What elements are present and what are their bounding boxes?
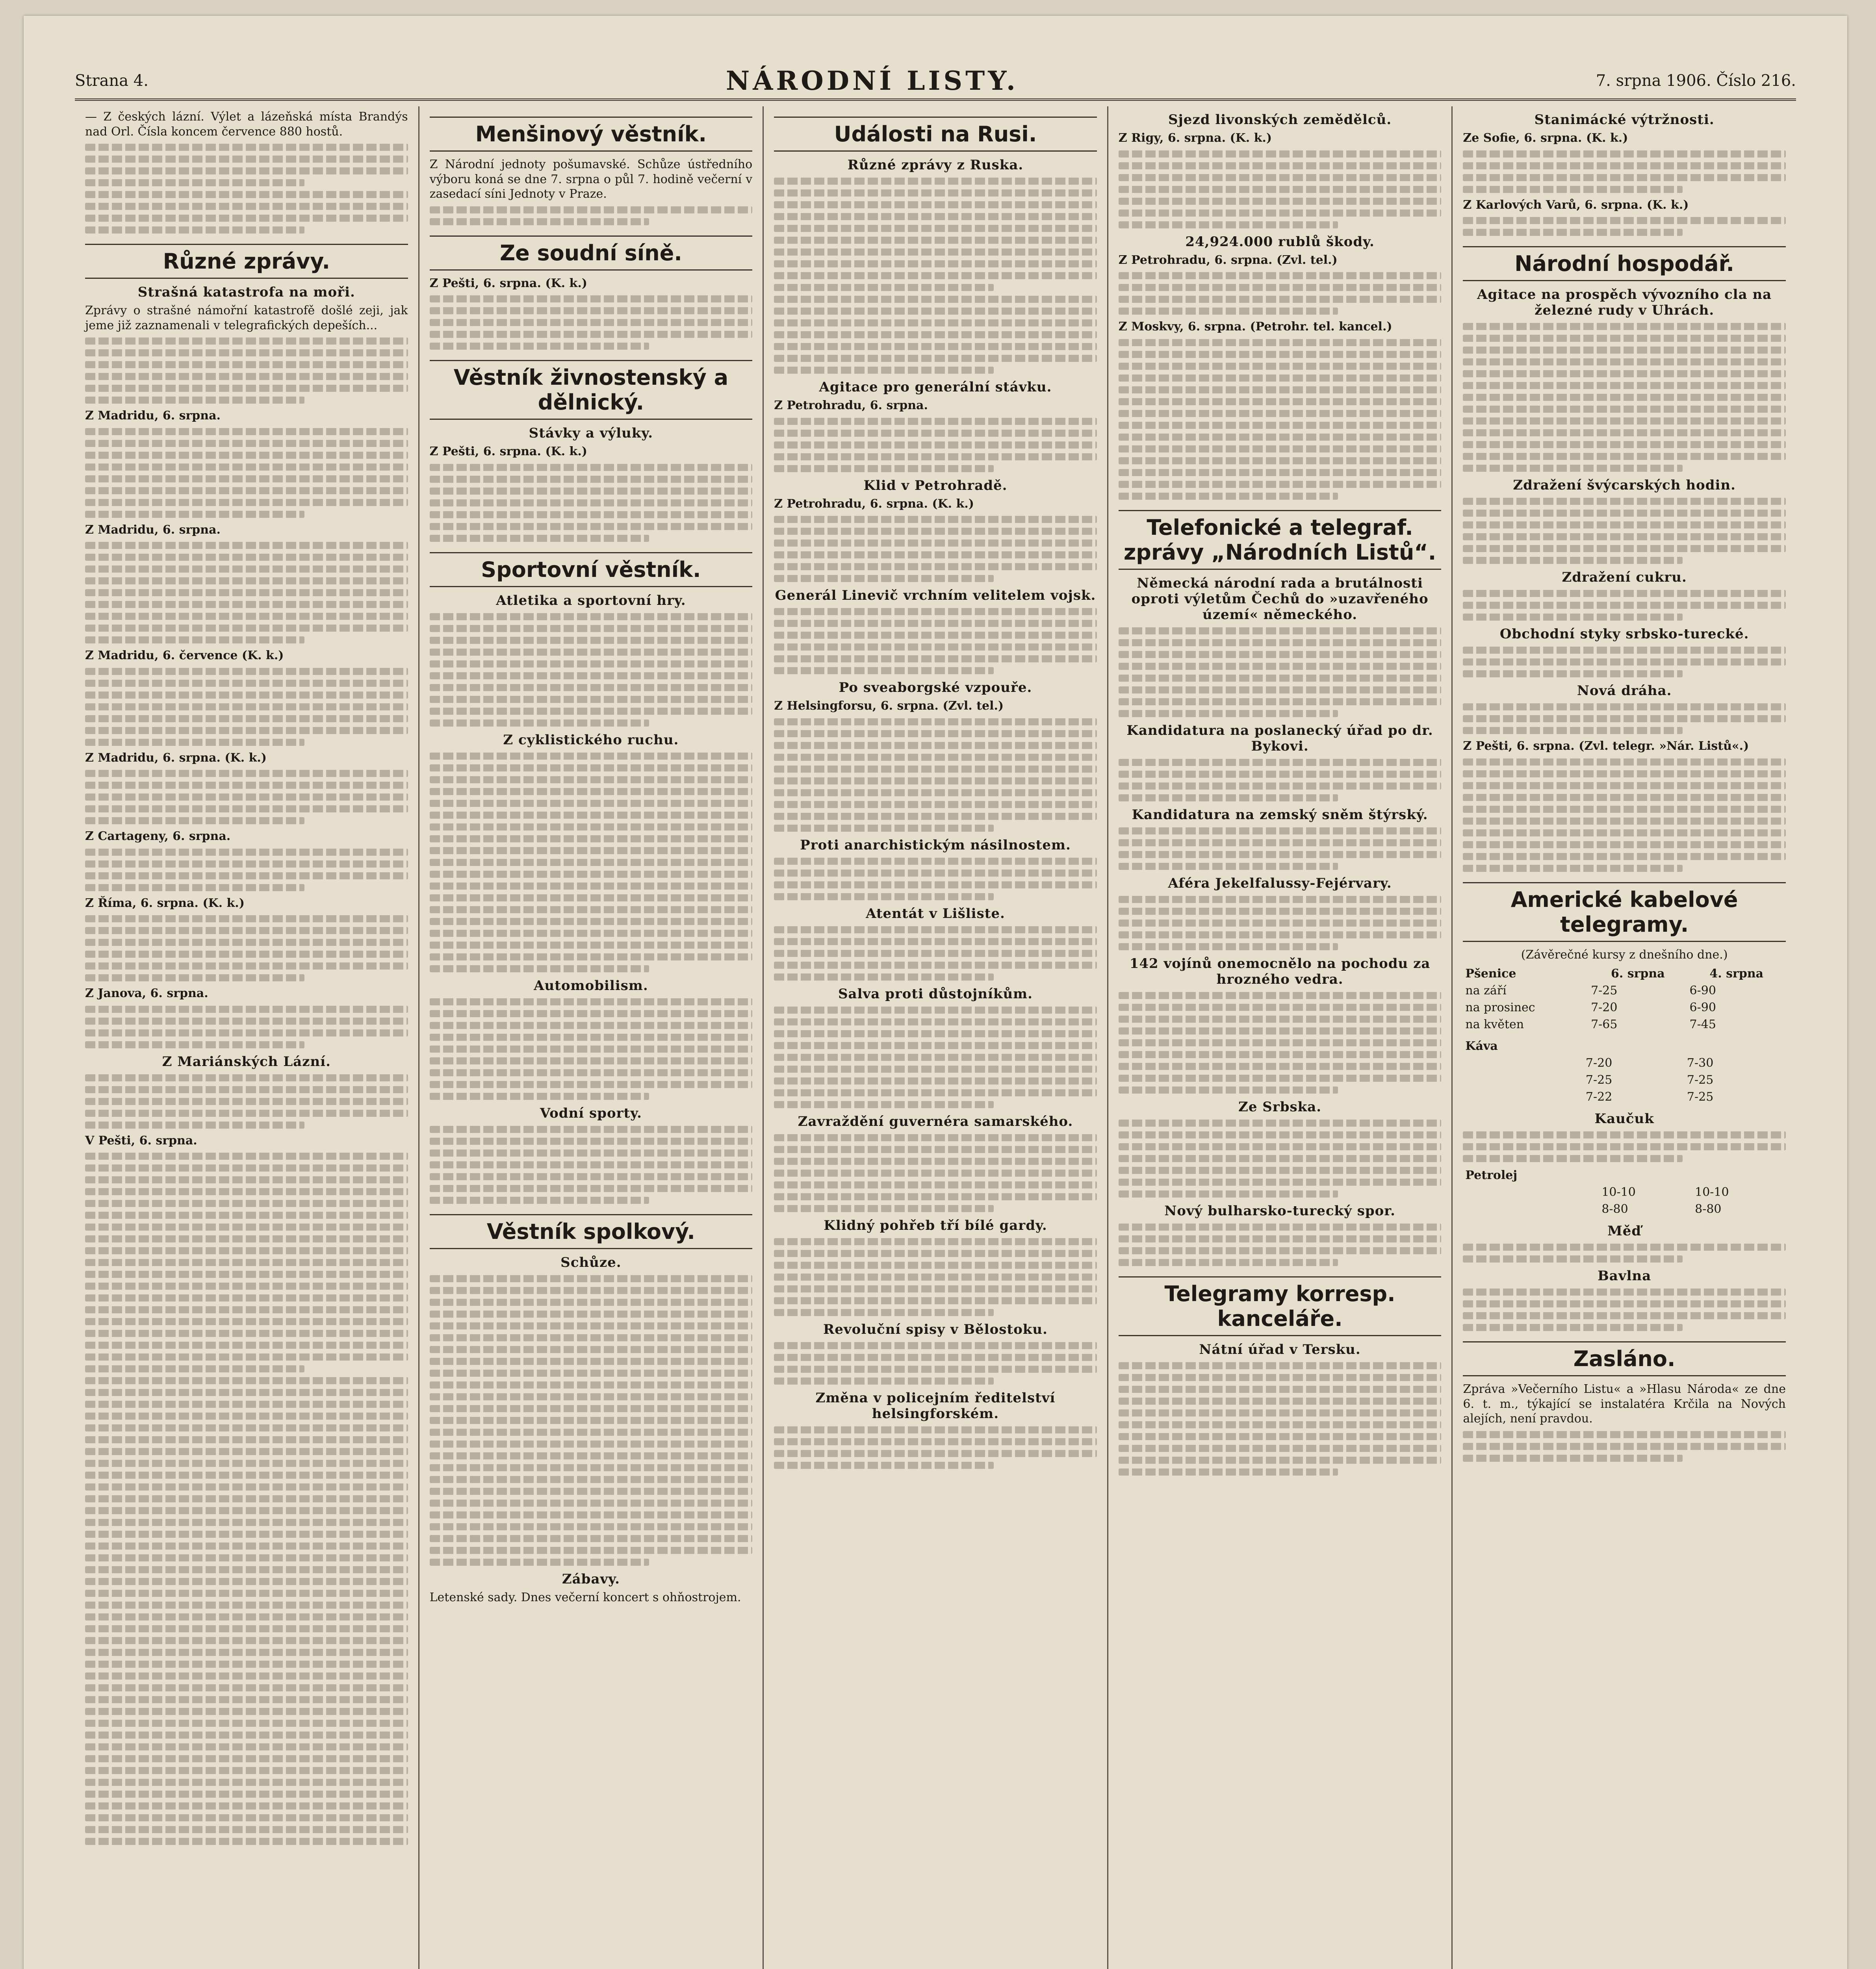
petrol-table [1463,1167,1786,1218]
table-row [1463,1088,1786,1105]
table-row [1463,1184,1786,1201]
section-title-mensinovy-vestnik: Menšinový věstník. [430,117,753,152]
table-cell: na září [1465,984,1507,997]
section-title-telefonicke-zpravy: Telefonické a telegraf. zprávy „Národních Listů“. [1119,510,1442,570]
dateline: Z Petrohradu, 6. srpna. [774,399,928,412]
article-title: Zavraždění guvernéra samarského. [798,1113,1073,1129]
columns [75,106,1796,1969]
column-5 [1453,106,1796,1969]
paragraph: Z Národní jednoty pošumavské. Schůze ústředního výboru koná se dne 7. srpna o půl 7. hodině večerní v zasedací síni Jednoty v Praze. [429,158,753,201]
article-title: Zábavy. [562,1571,620,1587]
table-label: Káva [1465,1039,1498,1053]
table-col-head: 4. srpna [1709,967,1764,981]
article-title: Agitace pro generální stávku. [819,379,1052,395]
article-title: Generál Linevič vrchním velitelem vojsk. [775,588,1096,603]
article-title: Zdražení švýcarských hodin. [1513,477,1736,493]
table-cell: 7-45 [1689,1018,1716,1031]
dateline: Z Cartageny, 6. srpna. [85,829,231,843]
article-title: Kandidatura na poslanecký úřad po dr. Bykovi. [1126,722,1433,754]
telegram-subtitle: (Závěrečné kursy z dnešního dne.) [1521,947,1728,962]
dateline: Z Petrohradu, 6. srpna. (K. k.) [774,497,974,511]
section-title-zivnostensky: Věstník živnostenský a dělnický. [430,360,753,420]
table-cell: na květen [1465,1018,1524,1031]
article-title: Bavlna [1598,1268,1651,1284]
table-cell: 10-10 [1601,1185,1636,1199]
dateline: Z Pešti, 6. srpna. (K. k.) [429,445,587,458]
article-title: Klidný pohřeb tří bílé gardy. [824,1217,1047,1233]
intro-paragraph: — Z českých lázní. Výlet a lázeňská místa Brandýs nad Orl. Čísla koncem července 880 hostů. [85,110,408,139]
dateline: Ze Sofie, 6. srpna. (K. k.) [1463,131,1628,145]
article-title: Atentát v Lišliste. [866,905,1005,921]
page-header [75,63,1796,101]
table-row [1463,1055,1786,1072]
table-cell: 8-80 [1601,1202,1628,1216]
section-title-ruzne-zpravy: Různé zprávy. [85,244,408,279]
article-title: Měď [1607,1223,1642,1239]
table-cell: 7-30 [1687,1056,1714,1070]
article-title: Z Mariánských Lázní. [162,1053,331,1070]
issue-date: 7. srpna 1906. Číslo 216. [1596,72,1796,90]
article-title: Salva proti důstojníkům. [838,986,1033,1002]
article-title: Po sveaborgské vzpouře. [839,680,1032,695]
table-cell: 8-80 [1695,1202,1722,1216]
table-cell: 7-20 [1591,1001,1618,1014]
masthead: NÁRODNÍ LISTY. [726,65,1019,96]
table-cell: 7-25 [1585,1073,1613,1087]
article-title: Revoluční spisy v Bělostoku. [823,1321,1048,1337]
table-cell: 7-20 [1585,1056,1613,1070]
dateline: Z Pešti, 6. srpna. (Zvl. telegr. »Nár. Listů«.) [1463,739,1749,753]
article-title: Německá národní rada a brutálnosti oproti výletům Čechů do »uzavřeného území« německého. [1131,575,1429,623]
article-title: Stávky a výluky. [529,425,653,441]
dateline: Z Madridu, 6. července (K. k.) [85,649,284,662]
table-cell: 10-10 [1695,1185,1729,1199]
column-4 [1108,106,1453,1969]
article-title: Sjezd livonských zemědělců. [1168,112,1392,128]
table-cell: 7-25 [1687,1090,1714,1104]
notice-title: Zasláno. [1463,1341,1786,1376]
article-title: Atletika a sportovní hry. [496,592,686,608]
table-label: Petrolej [1465,1168,1518,1182]
coffee-table [1463,1038,1786,1105]
table-row [1463,999,1786,1016]
table-cell: 6-90 [1689,1001,1716,1014]
dateline: Z Petrohradu, 6. srpna. (Zvl. tel.) [1118,253,1338,267]
dateline: Z Rigy, 6. srpna. (K. k.) [1118,131,1272,145]
table-cell: 7-65 [1591,1018,1618,1031]
table-row [1463,1201,1786,1218]
dateline: Z Říma, 6. srpna. (K. k.) [85,896,245,910]
dateline: Z Pešti, 6. srpna. (K. k.) [429,276,587,290]
article-title: Proti anarchistickým násilnostem. [800,837,1071,853]
page-number: Strana 4. [75,72,148,90]
dateline: V Pešti, 6. srpna. [85,1133,197,1148]
table-label: Pšenice [1465,967,1516,981]
table-row [1463,1016,1786,1033]
section-title-telegramy-korresp: Telegramy korresp. kanceláře. [1119,1276,1442,1336]
article-title: Ze Srbska. [1238,1099,1322,1115]
dateline: Z Moskvy, 6. srpna. (Petrohr. tel. kancel.) [1118,320,1392,334]
article-title: 142 vojínů onemocnělo na pochodu za hrozného vedra. [1129,955,1431,987]
article-lead: Zprávy o strašné námořní katastrofě došlé zeji, jak jeme již zaznamenali v telegrafických depeších... [85,304,408,332]
dateline: Z Helsingforsu, 6. srpna. (Zvl. tel.) [774,699,1004,713]
article-title: Změna v policejním ředitelství helsingforském. [815,1390,1056,1422]
article-title: Zdražení cukru. [1562,569,1687,585]
table-cell: na prosinec [1465,1001,1535,1014]
paragraph: Letenské sady. Dnes večerní koncert s ohňostrojem. [429,1590,741,1604]
newspaper-page [24,16,1847,1969]
article-title: Nová dráha. [1577,683,1672,699]
article-title: Agitace na prospěch vývozního cla na železné rudy v Uhrách. [1477,287,1772,318]
dateline: Z Janova, 6. srpna. [85,986,208,1000]
article-title: Z cyklistického ruchu. [503,732,679,748]
table-cell: 7-25 [1687,1073,1714,1087]
article-title: Automobilism. [534,977,648,994]
section-title-udalosti-na-rusi: Události na Rusi. [774,117,1097,152]
table-col-head: 6. srpna [1611,967,1665,981]
column-2 [419,106,764,1969]
article-title: Kandidatura na zemský sněm štýrský. [1132,807,1428,823]
dateline: Z Karlových Varů, 6. srpna. (K. k.) [1463,198,1689,212]
table-cell: 7-25 [1591,984,1618,997]
table-cell: 6-90 [1689,984,1716,997]
column-1 [75,106,419,1969]
article-title: Nátní úřad v Tersku. [1199,1341,1361,1357]
article-title: Stanimácké výtržnosti. [1534,112,1715,128]
notice-text: Zpráva »Večerního Listu« a »Hlasu Národa« ze dne 6. t. m., týkající se instalatéra Krčila na Nových alejích, není pravdou. [1463,1382,1786,1426]
article-title: Nový bulharsko-turecký spor. [1164,1203,1395,1219]
article-title: Schůze. [560,1254,622,1270]
article-title: Obchodní styky srbsko-turecké. [1499,626,1749,642]
section-title-narodni-hospodar: Národní hospodář. [1463,246,1786,281]
dateline: Z Madridu, 6. srpna. (K. k.) [85,751,267,765]
dateline: Z Madridu, 6. srpna. [85,523,221,537]
article-title: Aféra Jekelfalussy-Fejérvary. [1168,875,1392,891]
table-row [1463,1072,1786,1088]
dateline: Z Madridu, 6. srpna. [85,409,221,423]
section-title-spolkovy: Věstník spolkový. [430,1214,753,1249]
table-cell: 7-22 [1585,1090,1613,1104]
article-title: Různé zprávy z Ruska. [847,157,1024,173]
article-title: Vodní sporty. [540,1105,642,1121]
section-title-americke-telegramy: Americké kabelové telegramy. [1463,882,1786,942]
section-title-soudni-sin: Ze soudní síně. [430,235,753,271]
table-row [1463,982,1786,999]
article-title-katastrofa: Strašná katastrofa na moři. [137,284,355,300]
column-3 [764,106,1108,1969]
article-title: 24,924.000 rublů škody. [1185,234,1375,250]
section-title-sportovni: Sportovní věstník. [430,552,753,587]
article-title: Klid v Petrohradě. [863,477,1008,493]
article-title: Kaučuk [1594,1111,1654,1127]
wheat-table [1463,965,1786,1033]
